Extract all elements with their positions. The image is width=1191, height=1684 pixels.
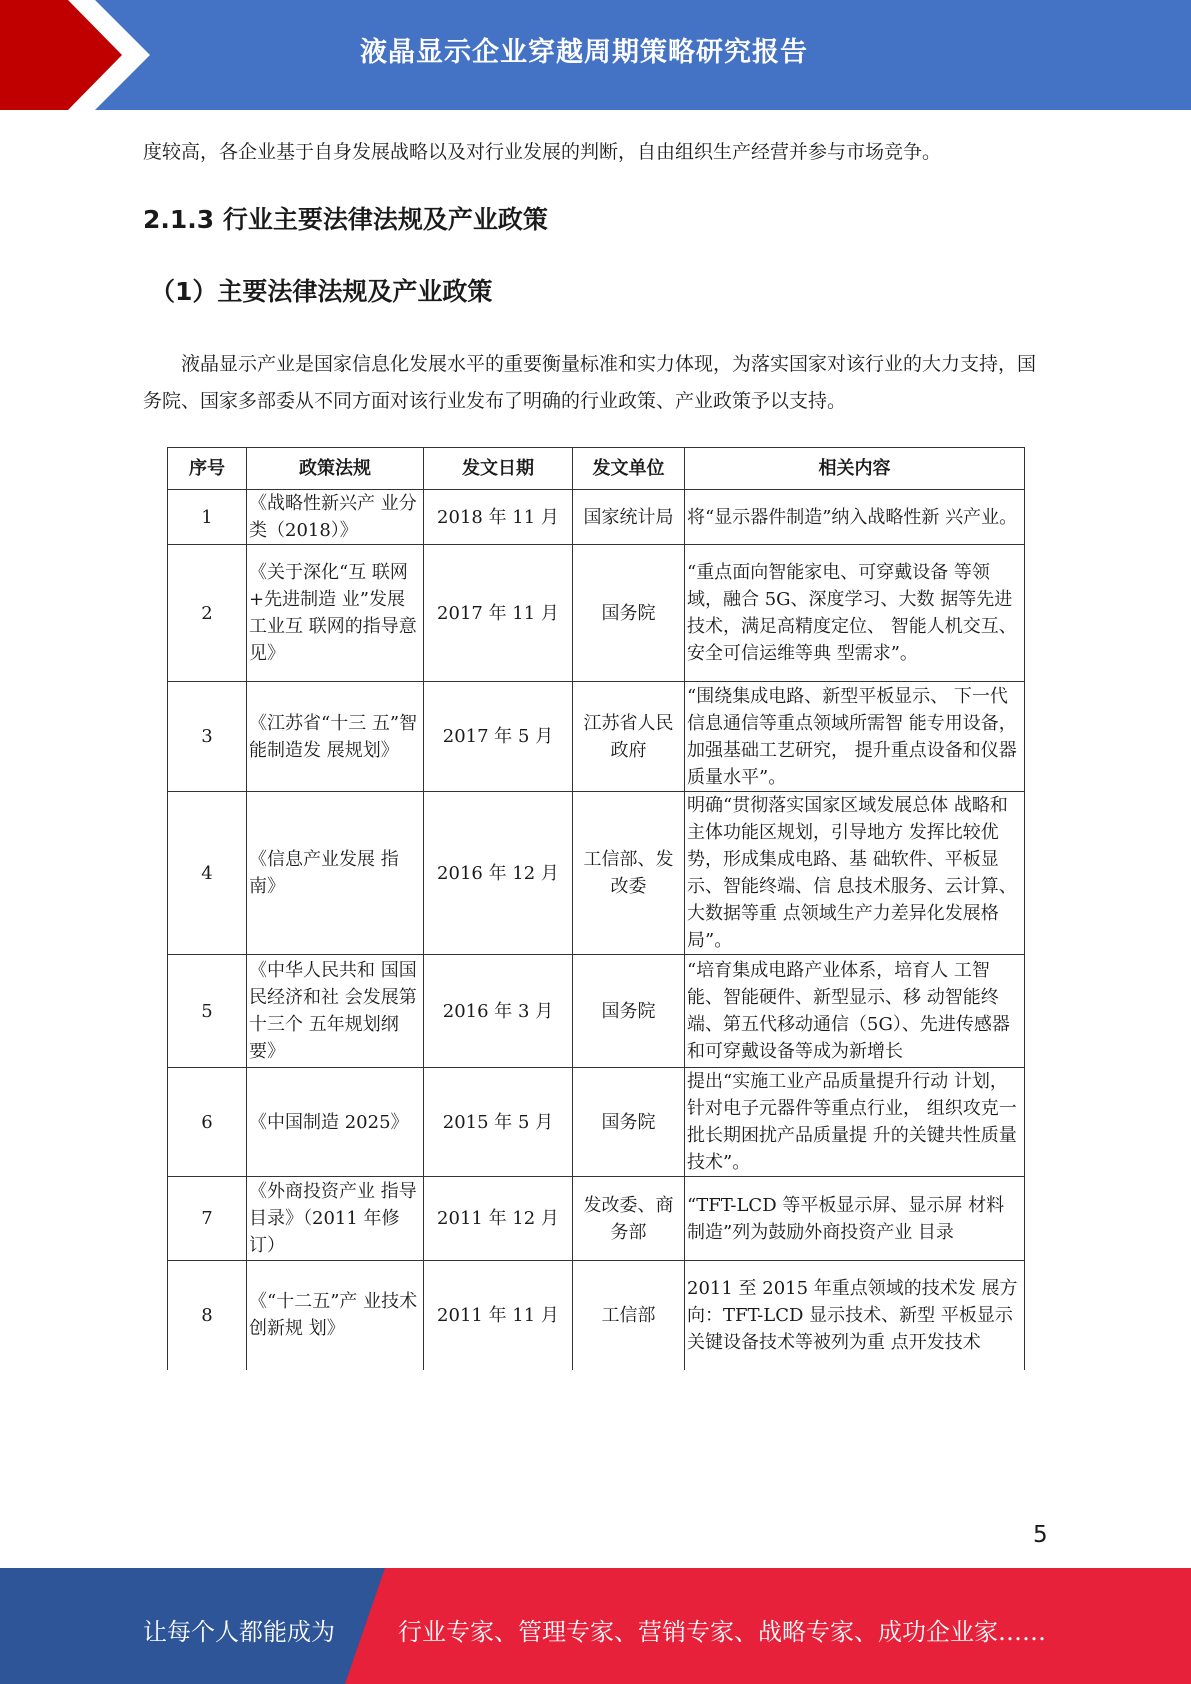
cell-content: “培育集成电路产业体系，培育人 工智能、智能硬件、新型显示、移 动智能终端、第五代移动通信（5G）、先进传感器和可穿戴设备等成为新增长 <box>685 955 1025 1068</box>
body-paragraph: 液晶显示产业是国家信息化发展水平的重要衡量标准和实力体现，为落实国家对该行业的大力支持，国务院、国家多部委从不同方面对该行业发布了明确的行业政策、产业政策予以支持。 <box>143 353 1037 412</box>
cell-issuer: 工信部 <box>573 1261 685 1370</box>
cell-policy: 《中华人民共和 国国民经济和社 会发展第十三个 五年规划纲要》 <box>247 955 424 1068</box>
cell-no: 4 <box>168 792 247 955</box>
cell-date: 2011 年 12 月 <box>424 1177 573 1261</box>
header-no: 序号 <box>168 448 247 490</box>
footer-slogan-right: 行业专家、管理专家、营销专家、战略专家、成功企业家…… <box>398 1618 1046 1646</box>
cell-date: 2011 年 11 月 <box>424 1261 573 1370</box>
table-row <box>168 955 1025 1068</box>
section-heading: 2.1.3 行业主要法律法规及产业政策 <box>143 205 548 234</box>
cell-content: “围绕集成电路、新型平板显示、 下一代信息通信等重点领域所需智 能专用设备，加强基础工艺研究， 提升重点设备和仪器质量水平”。 <box>685 682 1025 792</box>
table-row <box>168 1261 1025 1370</box>
cell-policy: 《中国制造 2025》 <box>247 1068 424 1177</box>
cell-date: 2016 年 3 月 <box>424 955 573 1068</box>
cell-issuer: 国务院 <box>573 955 685 1068</box>
cell-date: 2017 年 11 月 <box>424 545 573 682</box>
cell-policy: 《关于深化“互 联网+先进制造 业”发展工业互 联网的指导意 见》 <box>247 545 424 682</box>
header-chevron-icon <box>0 0 160 110</box>
cell-issuer: 工信部、发改委 <box>573 792 685 955</box>
cell-issuer: 国务院 <box>573 1068 685 1177</box>
footer-slogan-left: 让每个人都能成为 <box>143 1618 335 1646</box>
cell-content: 提出“实施工业产品质量提升行动 计划，针对电子元器件等重点行业， 组织攻克一批长期困扰产品质量提 升的关键共性质量技术”。 <box>685 1068 1025 1177</box>
cell-content: 明确“贯彻落实国家区域发展总体 战略和主体功能区规划，引导地方 发挥比较优势，形成集成电路、基 础软件、平板显示、智能终端、信 息技术服务、云计算、大数据等重 点领域生产力差异化发展格局”。 <box>685 792 1025 955</box>
page-header <box>0 0 1191 110</box>
cell-date: 2015 年 5 月 <box>424 1068 573 1177</box>
cell-content: 将“显示器件制造”纳入战略性新 兴产业。 <box>685 490 1025 545</box>
cell-policy: 《“十二五”产 业技术创新规 划》 <box>247 1261 424 1370</box>
table-row <box>168 682 1025 792</box>
header-date: 发文日期 <box>424 448 573 490</box>
page-number: 5 <box>1033 1522 1048 1548</box>
cell-no: 6 <box>168 1068 247 1177</box>
header-content: 相关内容 <box>685 448 1025 490</box>
header-issuer: 发文单位 <box>573 448 685 490</box>
header-policy: 政策法规 <box>247 448 424 490</box>
cell-date: 2017 年 5 月 <box>424 682 573 792</box>
table-row <box>168 1068 1025 1177</box>
table-row <box>168 545 1025 682</box>
cell-content: 2011 至 2015 年重点领域的技术发 展方向：TFT-LCD 显示技术、新型 平板显示关键设备技术等被列为重 点开发技术 <box>685 1261 1025 1370</box>
cell-policy: 《战略性新兴产 业分类（2018）》 <box>247 490 424 545</box>
policy-table <box>167 447 1025 1370</box>
cell-content: “TFT-LCD 等平板显示屏、显示屏 材料制造”列为鼓励外商投资产业 目录 <box>685 1177 1025 1261</box>
cell-content: “重点面向智能家电、可穿戴设备 等领域，融合 5G、深度学习、大数 据等先进技术，满足高精度定位、 智能人机交互、安全可信运维等典 型需求”。 <box>685 545 1025 682</box>
cell-issuer: 江苏省人民政府 <box>573 682 685 792</box>
cell-policy: 《外商投资产业 指导目录》（2011 年修订） <box>247 1177 424 1261</box>
cell-no: 3 <box>168 682 247 792</box>
cell-no: 8 <box>168 1261 247 1370</box>
cell-issuer: 国务院 <box>573 545 685 682</box>
cell-issuer: 国家统计局 <box>573 490 685 545</box>
intro-paragraph: 度较高，各企业基于自身发展战略以及对行业发展的判断，自由组织生产经营并参与市场竞争。 <box>143 141 942 163</box>
table-row <box>168 792 1025 955</box>
cell-no: 5 <box>168 955 247 1068</box>
table-row <box>168 490 1025 545</box>
cell-no: 2 <box>168 545 247 682</box>
table-row <box>168 1177 1025 1261</box>
cell-date: 2016 年 12 月 <box>424 792 573 955</box>
report-title: 液晶显示企业穿越周期策略研究报告 <box>360 37 808 68</box>
cell-no: 7 <box>168 1177 247 1261</box>
cell-policy: 《江苏省“十三 五”智能制造发 展规划》 <box>247 682 424 792</box>
cell-issuer: 发改委、商务部 <box>573 1177 685 1261</box>
table-header-row <box>168 448 1025 490</box>
cell-no: 1 <box>168 490 247 545</box>
subsection-heading: （1）主要法律法规及产业政策 <box>150 277 493 306</box>
cell-date: 2018 年 11 月 <box>424 490 573 545</box>
cell-policy: 《信息产业发展 指南》 <box>247 792 424 955</box>
